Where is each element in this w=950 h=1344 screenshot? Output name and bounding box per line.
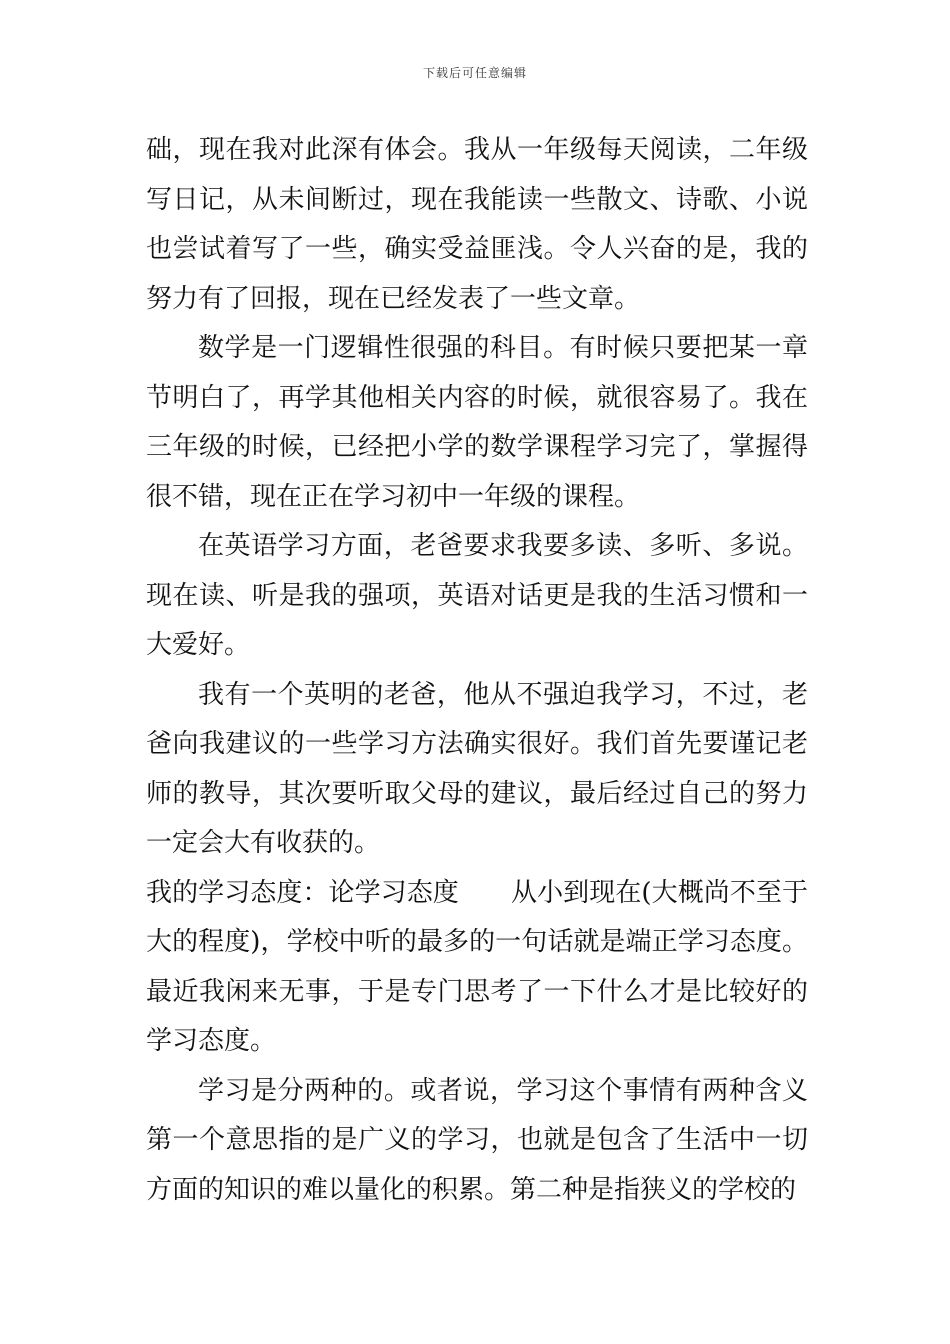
- paragraph-father: 我有一个英明的老爸，他从不强迫我学习，不过，老爸向我建议的一些学习方法确实很好。我们首先要谨记老师的教导，其次要听取父母的建议，最后经过自己的努力一定会大有收获的。: [146, 679, 808, 858]
- document-body: [146, 126, 808, 1215]
- page-header: 下载后可任意编辑: [422, 66, 527, 80]
- paragraph-english: 在英语学习方面，老爸要求我要多读、多听、多说。现在读、听是我的强项，英语对话更是我的生活习惯和一大爱好。: [146, 531, 808, 660]
- paragraph-reading: 础，现在我对此深有体会。我从一年级每天阅读，二年级写日记，从未间断过，现在我能读一些散文、诗歌、小说也尝试着写了一些，确实受益匪浅。令人兴奋的是，我的努力有了回报，现在已经发表了一些文章。: [146, 135, 808, 314]
- paragraph-two-kinds: 学习是分两种的。或者说，学习这个事情有两种含义第一个意思指的是广义的学习，也就是包含了生活中一切方面的知识的难以量化的积累。第二种是指狭义的学校的: [146, 1075, 808, 1205]
- paragraph-attitude-title: 我的学习态度：论学习态度 从小到现在(大概尚不至于大的程度)，学校中听的最多的一句话就是端正学习态度。最近我闲来无事，于是专门思考了一下什么才是比较好的学习态度。: [146, 877, 808, 1056]
- paragraph-math: 数学是一门逻辑性很强的科目。有时候只要把某一章节明白了，再学其他相关内容的时候，就很容易了。我在三年级的时候，已经把小学的数学课程学习完了，掌握得很不错，现在正在学习初中一年级的课程。: [146, 333, 808, 512]
